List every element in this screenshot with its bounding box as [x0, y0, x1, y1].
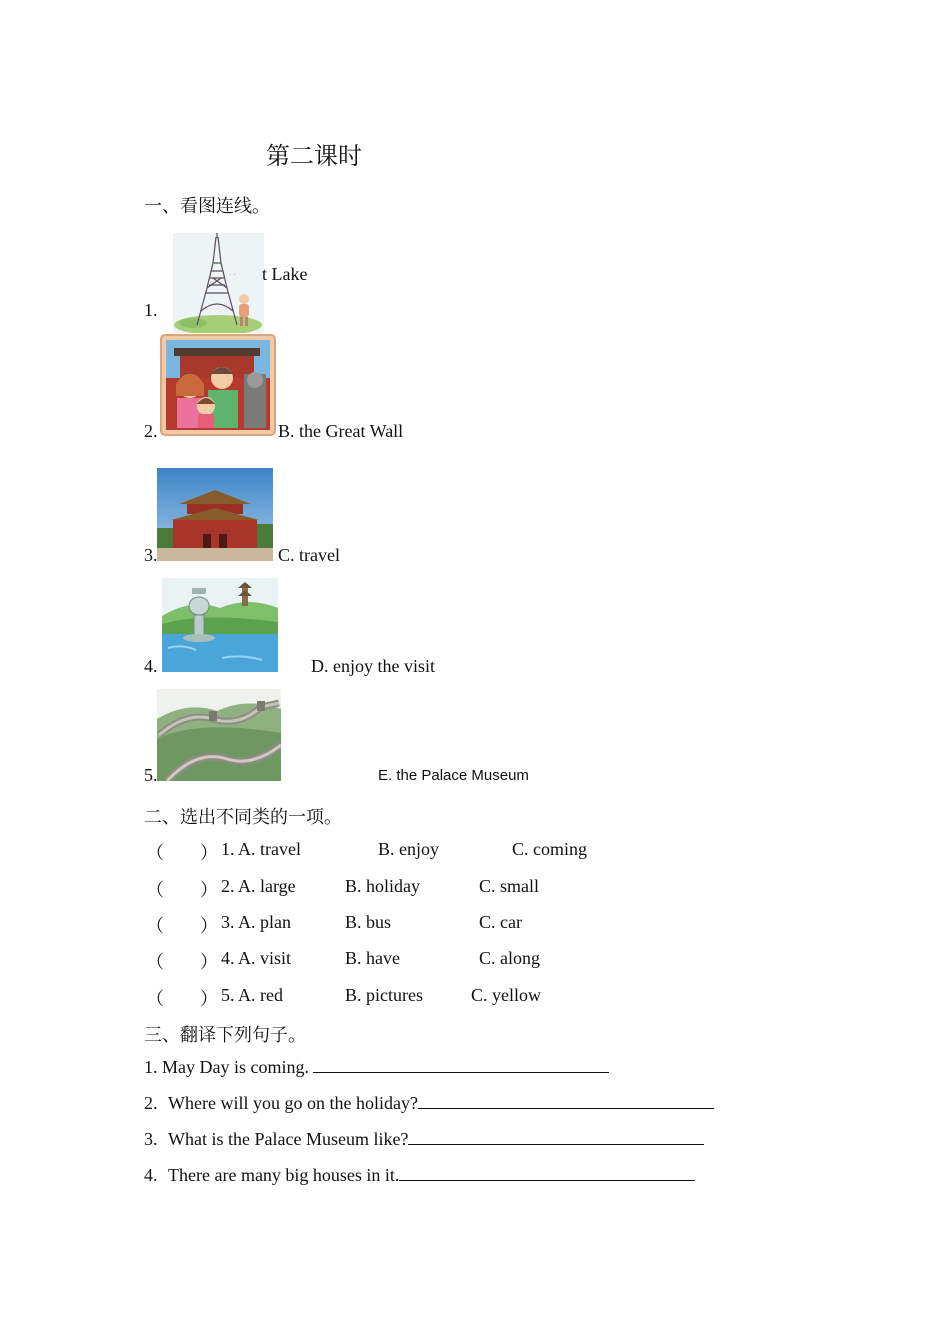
sentence-number: 2. [144, 1093, 158, 1113]
sentence-text: There are many big houses in it. [168, 1165, 400, 1185]
option-c: C. coming [512, 839, 587, 859]
sentence-text: What is the Palace Museum like? [168, 1129, 409, 1149]
answer-paren[interactable]: （ ） [146, 916, 218, 936]
item-3-option: C. travel [278, 545, 340, 565]
sentence-number: 3. [144, 1129, 158, 1149]
item-2-number: 2. [144, 421, 158, 441]
answer-paren[interactable]: （ ） [146, 880, 218, 900]
item-3-number: 3. [144, 545, 158, 565]
item-5-option: E. the Palace Museum [378, 767, 529, 784]
item-4-option: D. enjoy the visit [311, 656, 435, 676]
option-b: B. holiday [345, 876, 420, 896]
svg-text:· ·: · · [229, 271, 236, 279]
eiffel-tower-picture [173, 233, 264, 333]
item-1-option: t Lake [262, 264, 308, 284]
answer-blank[interactable] [418, 1094, 714, 1109]
west-lake-pagoda-picture [162, 578, 278, 672]
answer-blank[interactable] [313, 1058, 609, 1073]
family-photo-picture [160, 334, 276, 436]
option-c: C. along [479, 948, 540, 968]
answer-paren[interactable]: （ ） [146, 952, 218, 972]
item-4-number: 4. [144, 656, 158, 676]
option-a: 1. A. travel [221, 839, 301, 859]
option-a: 2. A. large [221, 876, 296, 896]
sentence-number: 1. [144, 1057, 158, 1077]
great-wall-picture [157, 689, 281, 781]
option-a: 5. A. red [221, 985, 283, 1005]
option-c: C. small [479, 876, 540, 896]
option-b: B. bus [345, 912, 392, 932]
option-b: B. enjoy [378, 839, 439, 859]
answer-blank[interactable] [399, 1166, 695, 1181]
item-2-option: B. the Great Wall [278, 421, 404, 441]
option-a: 3. A. plan [221, 912, 291, 932]
option-b: B. pictures [345, 985, 423, 1005]
item-1-number: 1. [144, 300, 158, 320]
option-c: C. yellow [471, 985, 541, 1005]
answer-paren[interactable]: （ ） [146, 843, 218, 863]
option-b: B. have [345, 948, 400, 968]
sentence-number: 4. [144, 1165, 158, 1185]
item-5-number: 5. [144, 765, 158, 785]
answer-paren[interactable]: （ ） [146, 989, 218, 1009]
option-c: C. car [479, 912, 522, 932]
sentence-text: May Day is coming. [162, 1057, 309, 1077]
section-2-heading: 二、选出不同类的一项。 [144, 807, 342, 827]
section-1-heading: 一、看图连线。 [144, 196, 270, 216]
sentence-row [144, 1129, 704, 1150]
section-3-heading: 三、翻译下列句子。 [144, 1025, 306, 1045]
page-title: 第二课时 [266, 144, 362, 170]
sentence-row [144, 1165, 695, 1186]
sentence-row [144, 1057, 609, 1078]
palace-museum-picture [157, 468, 273, 561]
answer-blank[interactable] [408, 1130, 704, 1145]
sentence-row [144, 1093, 714, 1114]
option-a: 4. A. visit [221, 948, 292, 968]
sentence-text: Where will you go on the holiday? [168, 1093, 418, 1113]
